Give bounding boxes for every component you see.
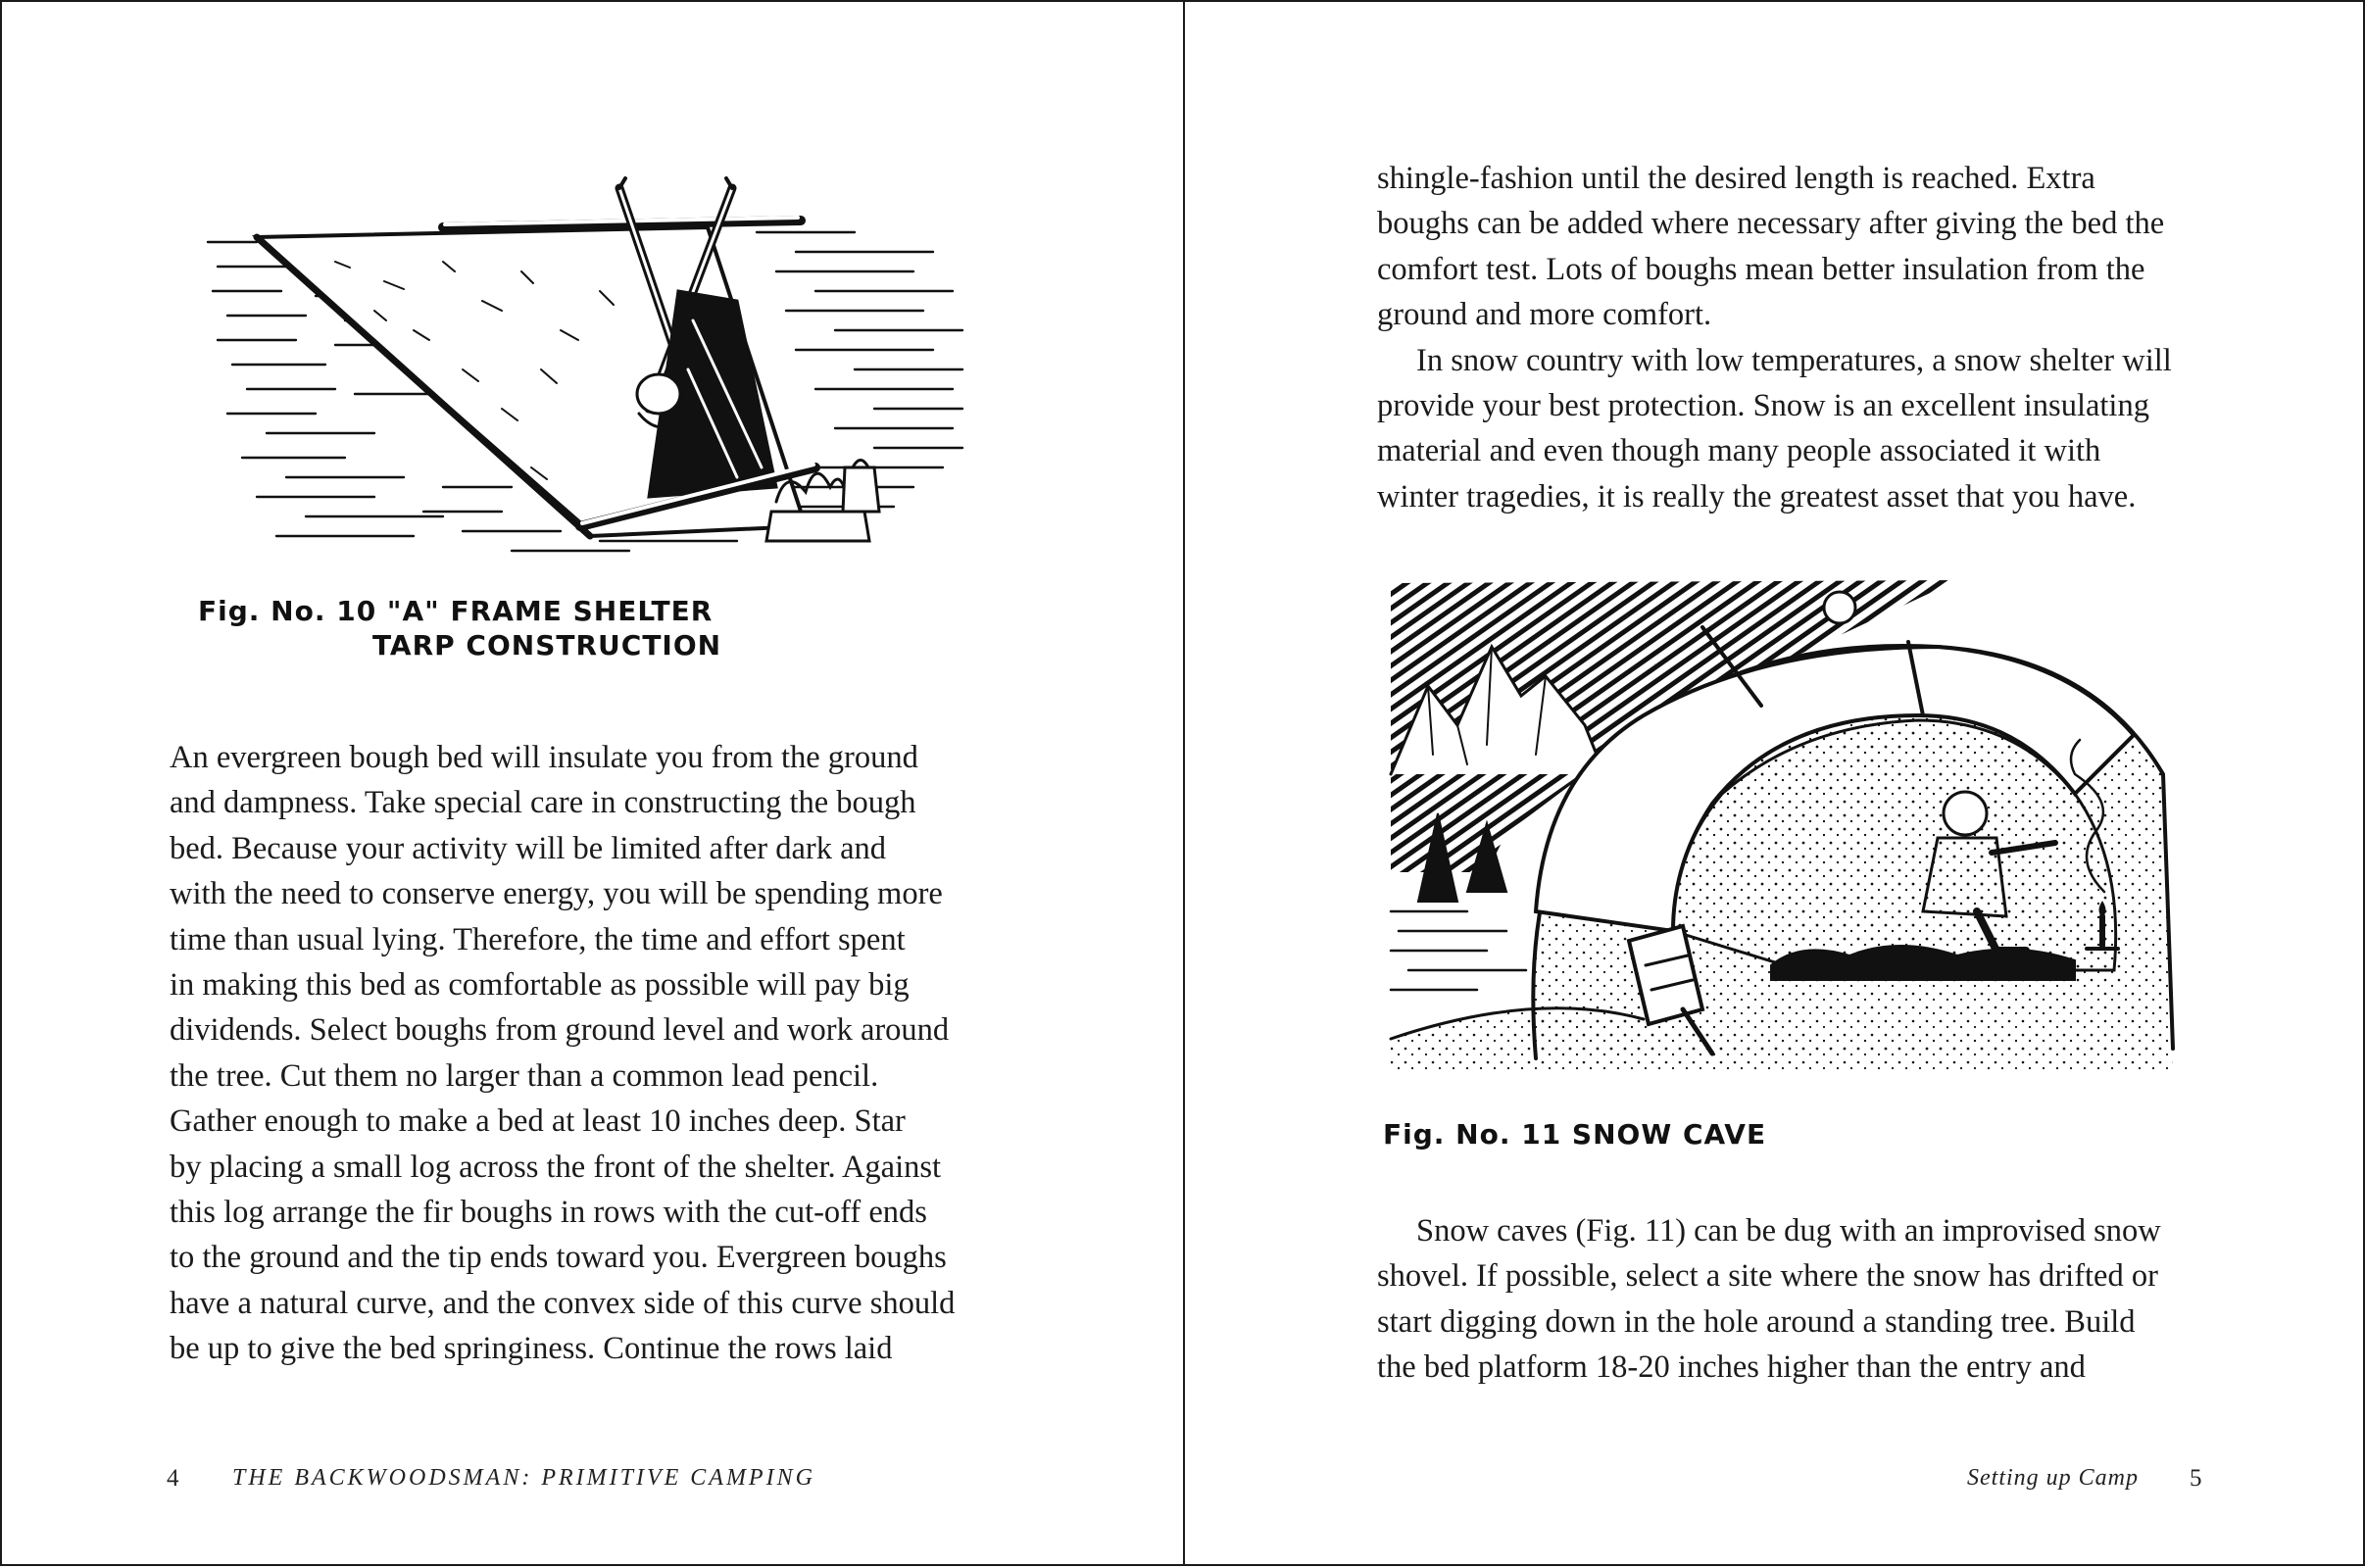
snow-cave-illustration [1389,578,2188,1078]
text-line: start digging down in the hole around a standing tree. Build [1377,1303,2136,1340]
running-head-left: THE BACKWOODSMAN: PRIMITIVE CAMPING [232,1465,815,1491]
text-line: dividends. Select boughs from ground level and work around [170,1012,950,1049]
page-number-right: 5 [2190,1465,2202,1492]
text-line: ground and more comfort. [1377,297,1712,333]
text-line: provide your best protection. Snow is an excellent insulating [1377,387,2149,423]
text-line: Gather enough to make a bed at least 10 inches deep. Star [170,1103,906,1140]
running-head-right: Setting up Camp [1967,1465,2139,1491]
text-line: the tree. Cut them no larger than a common lead pencil. [170,1057,879,1094]
figure-10-caption-line1: Fig. No. 10 "A" FRAME SHELTER [198,595,714,627]
page-number-left: 4 [167,1465,179,1492]
text-line: be up to give the bed springiness. Continue the rows laid [170,1331,893,1367]
left-body-paragraph [170,735,955,1371]
right-page [1183,0,2365,1566]
text-line: have a natural curve, and the convex side of this curve should [170,1285,956,1321]
right-bottom-paragraph [1377,1208,2161,1391]
text-line: to the ground and the tip ends toward you. Evergreen boughs [170,1240,947,1276]
text-line: and dampness. Take special care in constructing the bough [170,785,916,821]
text-line: boughs can be added where necessary after giving the bed the [1377,206,2165,242]
right-top-paragraphs [1377,156,2172,519]
text-line: material and even though many people associated it with [1377,433,2101,469]
text-line: shingle-fashion until the desired length is reached. Extra [1377,161,2095,196]
text-line: with the need to conserve energy, you will be spending more [170,876,943,912]
figure-11-caption: Fig. No. 11 SNOW CAVE [1383,1118,1767,1151]
text-line: by placing a small log across the front of the shelter. Against [170,1149,942,1185]
text-line: this log arrange the fir boughs in rows with the cut-off ends [170,1194,927,1230]
text-line: An evergreen bough bed will insulate you from the ground [170,740,918,775]
text-line: shovel. If possible, select a site where the snow has drifted or [1377,1258,2158,1295]
a-frame-shelter-illustration [188,173,982,561]
figure-10-caption-line2: TARP CONSTRUCTION [372,629,722,662]
text-line: time than usual lying. Therefore, the time and effort spent [170,921,906,957]
text-line: In snow country with low temperatures, a snow shelter will [1416,342,2172,378]
text-line: comfort test. Lots of boughs mean better insulation from the [1377,251,2145,287]
text-line: Snow caves (Fig. 11) can be dug with an improvised snow [1416,1213,2161,1249]
text-line: winter tragedies, it is really the greatest asset that you have. [1377,478,2137,514]
text-line: the bed platform 18-20 inches higher than the entry and [1377,1349,2086,1386]
text-line: in making this bed as comfortable as possible will pay big [170,966,910,1003]
text-line: bed. Because your activity will be limited after dark and [170,830,886,866]
